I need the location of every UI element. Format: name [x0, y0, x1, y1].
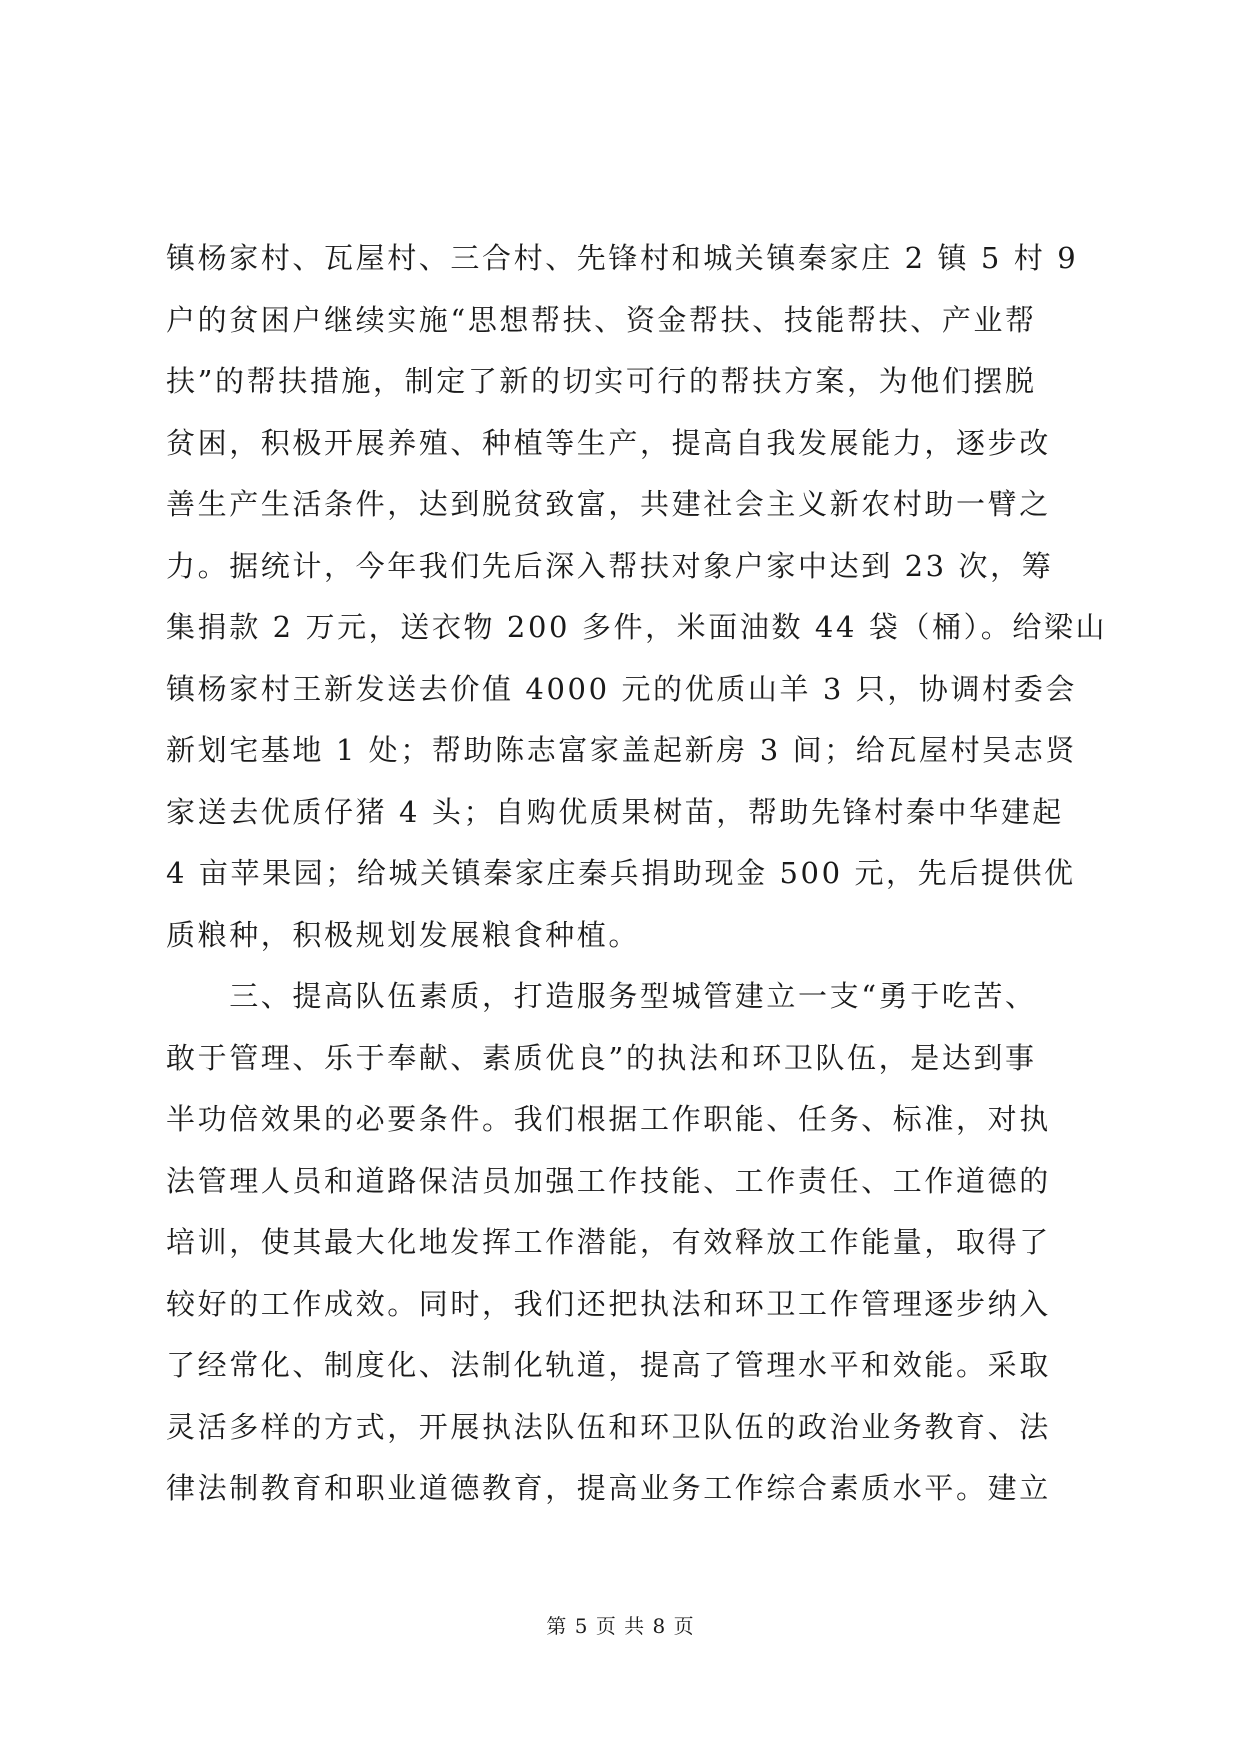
text-line: 了经常化、制度化、法制化轨道，提高了管理水平和效能。采取 — [166, 1348, 1051, 1382]
text-line: 质粮种，积极规划发展粮食种植。 — [166, 917, 641, 952]
text-line: 较好的工作成效。同时，我们还把执法和环卫工作管理逐步纳入 — [166, 1286, 1051, 1321]
text-line: 三、提高队伍素质，打造服务型城管建立一支“勇于吃苦、 — [166, 979, 1037, 1013]
text-line: 户的贫困户继续实施“思想帮扶、资金帮扶、技能帮扶、产业帮 — [166, 302, 1037, 337]
text-line: 灵活多样的方式，开展执法队伍和环卫队伍的政治业务教育、法 — [166, 1409, 1051, 1444]
text-line: 半功倍效果的必要条件。我们根据工作职能、任务、标准，对执 — [166, 1102, 1051, 1136]
body-text — [166, 228, 1108, 1520]
text-line: 法管理人员和道路保洁员加强工作技能、工作责任、工作道德的 — [166, 1163, 1051, 1198]
text-line: 镇杨家村王新发送去价值 4000 元的优质山羊 3 只，协调村委会 — [166, 671, 1077, 706]
text-line: 镇杨家村、瓦屋村、三合村、先锋村和城关镇秦家庄 2 镇 5 村 9 — [166, 241, 1079, 275]
text-line: 律法制教育和职业道德教育，提高业务工作综合素质水平。建立 — [166, 1471, 1051, 1505]
text-line: 贫困，积极开展养殖、种植等生产，提高自我发展能力，逐步改 — [166, 425, 1051, 460]
text-line: 新划宅基地 1 处；帮助陈志富家盖起新房 3 间；给瓦屋村吴志贤 — [166, 733, 1077, 767]
text-line: 扶”的帮扶措施，制定了新的切实可行的帮扶方案，为他们摆脱 — [166, 364, 1037, 398]
text-line: 培训，使其最大化地发挥工作潜能，有效释放工作能量，取得了 — [166, 1225, 1051, 1259]
text-line: 4 亩苹果园；给城关镇秦家庄秦兵捐助现金 500 元，先后提供优 — [166, 856, 1076, 890]
text-line: 力。据统计，今年我们先后深入帮扶对象户家中达到 23 次，筹 — [166, 548, 1054, 583]
text-line: 集捐款 2 万元，送衣物 200 多件，米面油数 44 袋（桶）。给梁山 — [166, 610, 1108, 644]
text-line: 敢于管理、乐于奉献、素质优良”的执法和环卫队伍，是达到事 — [166, 1040, 1037, 1075]
text-line: 家送去优质仔猪 4 头；自购优质果树苗，帮助先锋村秦中华建起 — [166, 794, 1064, 829]
text-line: 善生产生活条件，达到脱贫致富，共建社会主义新农村助一臂之 — [166, 487, 1051, 521]
page-number-footer: 第 5 页 共 8 页 — [546, 1614, 695, 1638]
